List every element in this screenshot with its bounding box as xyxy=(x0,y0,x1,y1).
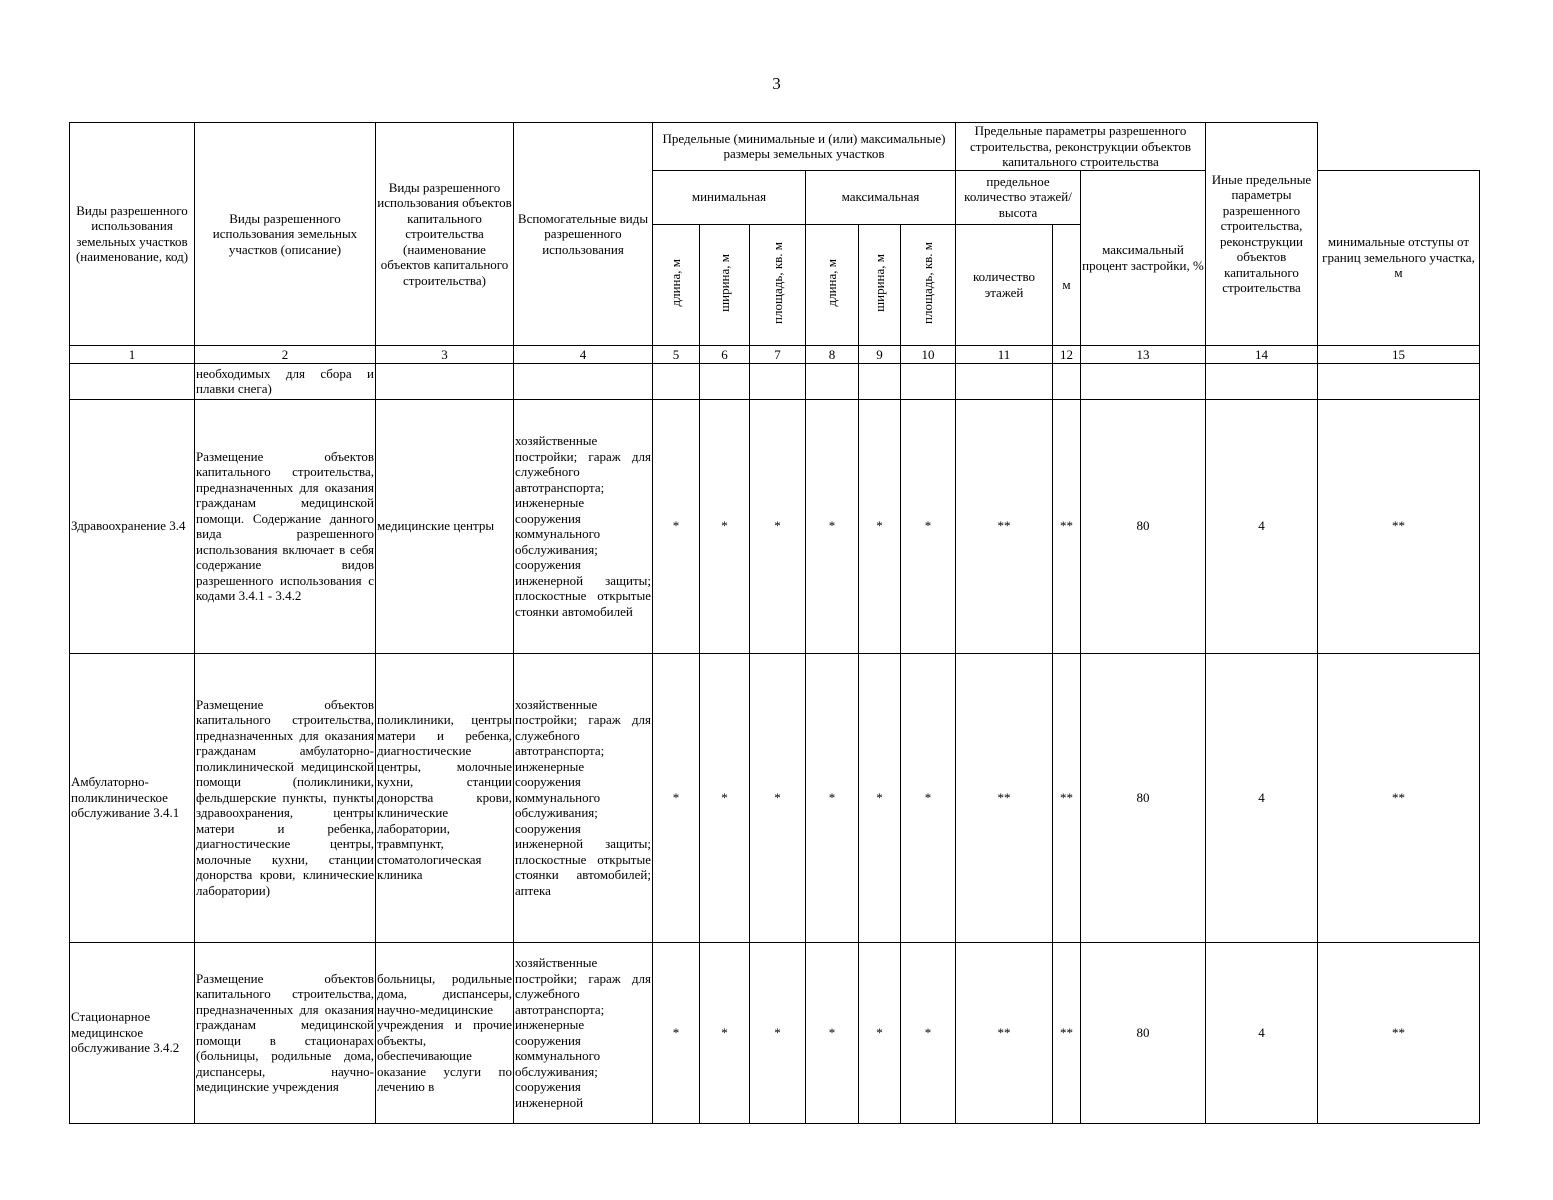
land-use-name: Здравоохранение 3.4 xyxy=(70,399,195,653)
building-objects xyxy=(376,363,514,399)
column-number: 8 xyxy=(806,345,859,363)
header-max-building-percent: максимальный процент застройки, % xyxy=(1081,170,1206,345)
page-number: 3 xyxy=(772,74,781,93)
max-length-value: * xyxy=(806,942,859,1123)
header-building-use-type: Виды разрешенного использования объектов капитального строительства (наименование объектов капитального строительства) xyxy=(376,123,514,346)
column-numbers-row xyxy=(70,345,1480,363)
column-number: 13 xyxy=(1081,345,1206,363)
column-number: 2 xyxy=(195,345,376,363)
table-row xyxy=(70,942,1480,1123)
max-width-value: * xyxy=(859,399,901,653)
header-min-setbacks: минимальные отступы от границ земельного участка, м xyxy=(1318,170,1480,345)
building-objects: больницы, родильные дома, диспансеры, научно-медицинские учреждения и прочие объекты, обеспечивающие оказание услуги по лечению в xyxy=(376,942,514,1123)
min-length-value: * xyxy=(653,653,700,942)
header-max-width: ширина, м xyxy=(859,224,901,345)
header-min-area: площадь, кв. м xyxy=(750,224,806,345)
land-use-description: Размещение объектов капитального строительства, предназначенных для оказания гражданам медицинской помощи в стационарах (больницы, родильные дома, диспансеры, научно-медицинские учреждения xyxy=(195,942,376,1123)
other-params-value: ** xyxy=(1318,942,1480,1123)
column-number: 10 xyxy=(901,345,956,363)
max-percent-value: 80 xyxy=(1081,399,1206,653)
land-use-name: Амбулаторно-поликлиническое обслуживание 3.4.1 xyxy=(70,653,195,942)
min-width-value: * xyxy=(700,399,750,653)
column-number: 6 xyxy=(700,345,750,363)
other-params-value: ** xyxy=(1318,653,1480,942)
height-value: ** xyxy=(1053,942,1081,1123)
column-number: 1 xyxy=(70,345,195,363)
column-number: 3 xyxy=(376,345,514,363)
header-land-use-description: Виды разрешенного использования земельных участков (описание) xyxy=(195,123,376,346)
header-auxiliary-use: Вспомогательные виды разрешенного использования xyxy=(514,123,653,346)
land-use-description: Размещение объектов капитального строительства, предназначенных для оказания гражданам медицинской помощи. Содержание данного вида разрешенного использования включает в себя содержание видов разрешенного использования с кодами 3.4.1 - 3.4.2 xyxy=(195,399,376,653)
max-percent-value: 80 xyxy=(1081,653,1206,942)
min-area-value: * xyxy=(750,399,806,653)
max-percent-value: 80 xyxy=(1081,942,1206,1123)
height-value: ** xyxy=(1053,653,1081,942)
min-width-value: * xyxy=(700,942,750,1123)
auxiliary-uses: хозяйственные постройки; гараж для служебного автотранспорта; инженерные сооружения коммунального обслуживания; сооружения инженерной защиты; плоскостные открытые стоянки автомобилей xyxy=(514,399,653,653)
height-value: ** xyxy=(1053,399,1081,653)
max-area-value: * xyxy=(901,942,956,1123)
header-max-area: площадь, кв. м xyxy=(901,224,956,345)
auxiliary-uses: хозяйственные постройки; гараж для служебного автотранспорта; инженерные сооружения коммунального обслуживания; сооружения инженерной xyxy=(514,942,653,1123)
floors-value: ** xyxy=(956,399,1053,653)
column-number: 5 xyxy=(653,345,700,363)
header-plot-size-limits: Предельные (минимальные и (или) максимальные) размеры земельных участков xyxy=(653,123,956,171)
auxiliary-uses: хозяйственные постройки; гараж для служебного автотранспорта; инженерные сооружения коммунального обслуживания; сооружения инженерной защиты; плоскостные открытые стоянки автомобилей; аптека xyxy=(514,653,653,942)
column-number: 4 xyxy=(514,345,653,363)
land-use-name: Стационарное медицинское обслуживание 3.4.2 xyxy=(70,942,195,1123)
max-length-value: * xyxy=(806,653,859,942)
setback-value: 4 xyxy=(1206,653,1318,942)
other-params-value: ** xyxy=(1318,399,1480,653)
setback-value: 4 xyxy=(1206,399,1318,653)
header-minimum: минимальная xyxy=(653,170,806,224)
table-row xyxy=(70,399,1480,653)
header-other-parameters: Иные предельные параметры разрешенного строительства, реконструкции объектов капитального строительства xyxy=(1206,123,1318,346)
column-number: 7 xyxy=(750,345,806,363)
auxiliary-uses xyxy=(514,363,653,399)
floors-value: ** xyxy=(956,942,1053,1123)
building-objects: поликлиники, центры матери и ребенка, диагностические центры, молочные кухни, станции донорства крови, клинические лаборатории, травмпункт, стоматологическая клиника xyxy=(376,653,514,942)
header-maximum: максимальная xyxy=(806,170,956,224)
column-number: 9 xyxy=(859,345,901,363)
header-min-width: ширина, м xyxy=(700,224,750,345)
building-objects: медицинские центры xyxy=(376,399,514,653)
column-number: 11 xyxy=(956,345,1053,363)
max-width-value: * xyxy=(859,942,901,1123)
land-use-description: необходимых для сбора и плавки снега) xyxy=(195,363,376,399)
floors-value: ** xyxy=(956,653,1053,942)
min-width-value: * xyxy=(700,653,750,942)
max-length-value: * xyxy=(806,399,859,653)
header-meters: м xyxy=(1053,224,1081,345)
max-width-value: * xyxy=(859,653,901,942)
setback-value: 4 xyxy=(1206,942,1318,1123)
table-row xyxy=(70,363,1480,399)
header-floors-count: количество этажей xyxy=(956,224,1053,345)
land-use-regulations-table xyxy=(69,122,1480,1124)
min-length-value: * xyxy=(653,399,700,653)
header-construction-parameters: Предельные параметры разрешенного строительства, реконструкции объектов капитального строительства xyxy=(956,123,1206,171)
min-length-value: * xyxy=(653,942,700,1123)
max-area-value: * xyxy=(901,399,956,653)
land-use-name xyxy=(70,363,195,399)
column-number: 12 xyxy=(1053,345,1081,363)
max-area-value: * xyxy=(901,653,956,942)
header-min-length: длина, м xyxy=(653,224,700,345)
header-floors-height: предельное количество этажей/высота xyxy=(956,170,1081,224)
min-area-value: * xyxy=(750,653,806,942)
column-number: 15 xyxy=(1318,345,1480,363)
land-use-description: Размещение объектов капитального строительства, предназначенных для оказания гражданам амбулаторно-поликлинической медицинской помощи (поликлиники, фельдшерские пункты, пункты здравоохранения, центры матери и ребенка, диагностические центры, молочные кухни, станции донорства крови, клинические лаборатории) xyxy=(195,653,376,942)
table-row xyxy=(70,653,1480,942)
header-max-length: длина, м xyxy=(806,224,859,345)
header-land-use-type: Виды разрешенного использования земельных участков (наименование, код) xyxy=(70,123,195,346)
min-area-value: * xyxy=(750,942,806,1123)
column-number: 14 xyxy=(1206,345,1318,363)
